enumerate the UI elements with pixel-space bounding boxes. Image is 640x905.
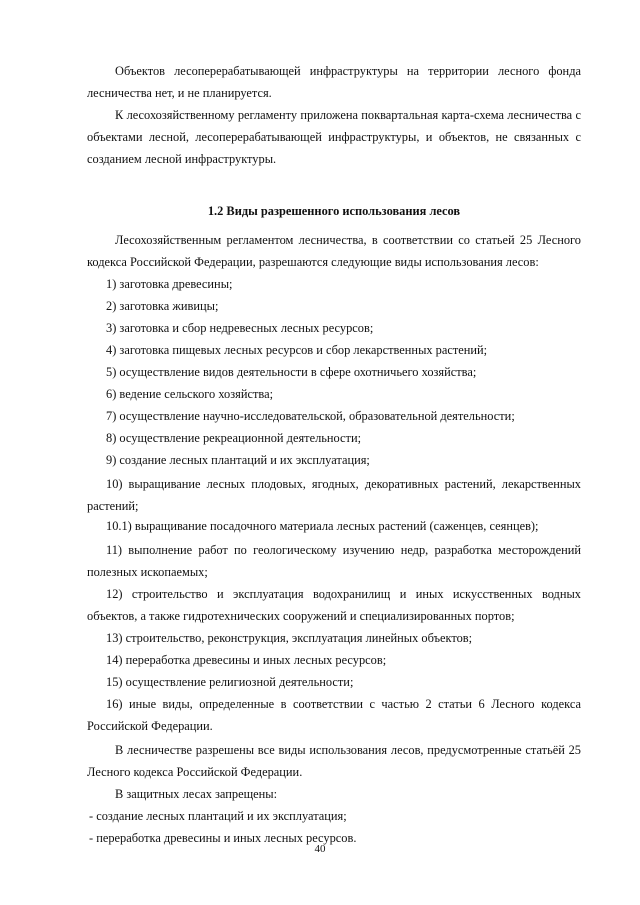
page-number: 40 (314, 843, 326, 855)
list-item: 4) заготовка пищевых лесных ресурсов и сбор лекарственных растений; (106, 343, 488, 357)
list-item: 10.1) выращивание посадочного материала лесных растений (саженцев, сеянцев); (106, 519, 539, 533)
list-item: 12) строительство и эксплуатация водохранилищ и иных искусственных водных объектов, а также гидротехнических сооружений и специализированных портов; (87, 587, 581, 623)
list-item: 6) ведение сельского хозяйства; (106, 387, 274, 401)
list-item: 9) создание лесных плантаций и их эксплуатация; (106, 453, 370, 467)
list-item: 13) строительство, реконструкция, эксплуатация линейных объектов; (106, 631, 473, 645)
section-heading: 1.2 Виды разрешенного использования лесов (207, 204, 461, 218)
list-item: 3) заготовка и сбор недревесных лесных ресурсов; (106, 321, 374, 335)
intro-paragraph-2: К лесохозяйственному регламенту приложена поквартальная карта-схема лесничества с объектами лесной, лесоперерабатывающей инфраструктуры, и объектов, не связанных с созданием лесной инфраструктуры. (87, 108, 581, 166)
list-item: 11) выполнение работ по геологическому изучению недр, разработка месторождений полезных ископаемых; (87, 543, 581, 579)
list-item: 16) иные виды, определенные в соответствии с частью 2 статьи 6 Лесного кодекса Российской Федерации. (87, 697, 581, 733)
list-item: 1) заготовка древесины; (106, 277, 233, 291)
list-item: 2) заготовка живицы; (106, 299, 219, 313)
summary-paragraph: В лесничестве разрешены все виды использования лесов, предусмотренные статьёй 25 Лесного кодекса Российской Федерации. (87, 743, 581, 779)
protective-list-item: - создание лесных плантаций и их эксплуатация; (89, 809, 347, 823)
list-item: 5) осуществление видов деятельности в сфере охотничьего хозяйства; (106, 365, 477, 379)
section-lead-paragraph: Лесохозяйственным регламентом лесничества, в соответствии со статьей 25 Лесного кодекса Российской Федерации, разрешаются следующие виды использования лесов: (87, 233, 581, 269)
list-item: 14) переработка древесины и иных лесных ресурсов; (106, 653, 387, 667)
list-item: 8) осуществление рекреационной деятельности; (106, 431, 362, 445)
intro-paragraph-1: Объектов лесоперерабатывающей инфраструктуры на территории лесного фонда лесничества нет, и не планируется. (87, 64, 581, 100)
protective-list-item: - переработка древесины и иных лесных ресурсов. (89, 831, 357, 845)
list-item: 7) осуществление научно-исследовательской, образовательной деятельности; (106, 409, 515, 423)
list-item: 15) осуществление религиозной деятельности; (106, 675, 354, 689)
protective-title: В защитных лесах запрещены: (115, 787, 278, 801)
list-item: 10) выращивание лесных плодовых, ягодных, декоративных растений, лекарственных растений; (87, 477, 581, 513)
